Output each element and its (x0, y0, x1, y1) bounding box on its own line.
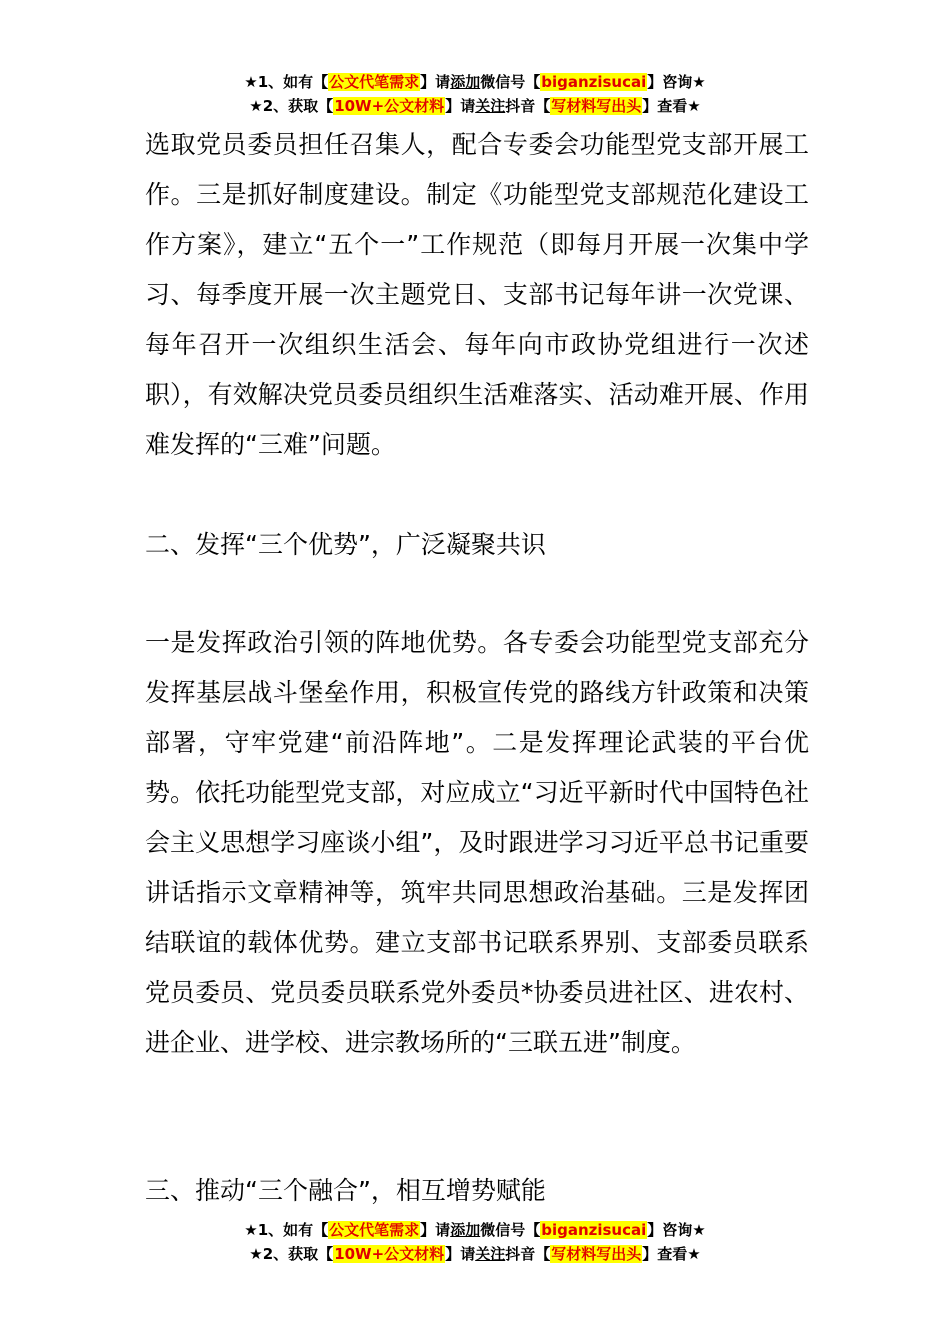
promo-highlight-wechat-id: biganzisucai (541, 1221, 647, 1239)
promo-highlight-douyin: 写材料写出头 (551, 1245, 642, 1263)
promo-highlight: 公文代笔需求 (329, 1221, 420, 1239)
promo-text: 】咨询★ (647, 73, 706, 91)
promo-line-1 (0, 70, 950, 94)
promo-text: 】查看★ (642, 97, 701, 115)
promo-text: 】请 (420, 1221, 451, 1239)
promo-line-1 (0, 1218, 950, 1242)
promo-text: 抖音【 (505, 1245, 551, 1263)
promo-banner-top (0, 70, 950, 118)
promo-highlight-douyin: 写材料写出头 (551, 97, 642, 115)
promo-text: 抖音【 (505, 97, 551, 115)
promo-underlined: 关注 (475, 97, 506, 115)
promo-line-2 (0, 1242, 950, 1266)
promo-text: ★2、获取【 (249, 1245, 334, 1263)
promo-highlight: 公文代笔需求 (329, 73, 420, 91)
section-heading-3: 三、推动“三个融合”，相互增势赋能 (145, 1176, 546, 1205)
promo-underlined: 添加 (450, 1221, 481, 1239)
promo-text: 微信号【 (480, 1221, 541, 1239)
body-paragraph-1: 选取党员委员担任召集人，配合专委会功能型党支部开展工作。三是抓好制度建设。制定《功能型党支部规范化建设工作方案》，建立“五个一”工作规范（即每月开展一次集中学习、每季度开展一次主题党日、支部书记每年讲一次党课、每年召开一次组织生活会、每年向市政协党组进行一次述职），有效解决党员委员组织生活难落实、活动难开展、作用难发挥的“三难”问题。 (145, 130, 809, 459)
promo-text: 微信号【 (480, 73, 541, 91)
promo-banner-bottom (0, 1218, 950, 1266)
promo-text: 】咨询★ (647, 1221, 706, 1239)
promo-highlight: 10W+公文材料 (334, 97, 445, 115)
promo-highlight: 10W+公文材料 (334, 1245, 445, 1263)
promo-text: 】查看★ (642, 1245, 701, 1263)
section-heading-2-wrap (145, 520, 809, 570)
promo-text: 】请 (445, 1245, 476, 1263)
promo-text: 】请 (420, 73, 451, 91)
promo-line-2 (0, 94, 950, 118)
document-body (145, 120, 809, 470)
promo-highlight-wechat-id: biganzisucai (541, 73, 647, 91)
body-paragraph-2-wrap (145, 618, 809, 1068)
promo-underlined: 添加 (450, 73, 481, 91)
promo-underlined: 关注 (475, 1245, 506, 1263)
section-heading-2: 二、发挥“三个优势”，广泛凝聚共识 (145, 530, 546, 559)
promo-text: 】请 (445, 97, 476, 115)
promo-text: ★2、获取【 (249, 97, 334, 115)
promo-text: ★1、如有【 (244, 73, 329, 91)
section-heading-3-wrap (145, 1166, 809, 1216)
body-paragraph-2: 一是发挥政治引领的阵地优势。各专委会功能型党支部充分发挥基层战斗堡垒作用，积极宣传党的路线方针政策和决策部署，守牢党建“前沿阵地”。二是发挥理论武装的平台优势。依托功能型党支部，对应成立“习近平新时代中国特色社会主义思想学习座谈小组”，及时跟进学习习近平总书记重要讲话指示文章精神等，筑牢共同思想政治基础。三是发挥团结联谊的载体优势。建立支部书记联系界别、支部委员联系党员委员、党员委员联系党外委员*协委员进社区、进农村、进企业、进学校、进宗教场所的“三联五进”制度。 (145, 628, 809, 1057)
promo-text: ★1、如有【 (244, 1221, 329, 1239)
